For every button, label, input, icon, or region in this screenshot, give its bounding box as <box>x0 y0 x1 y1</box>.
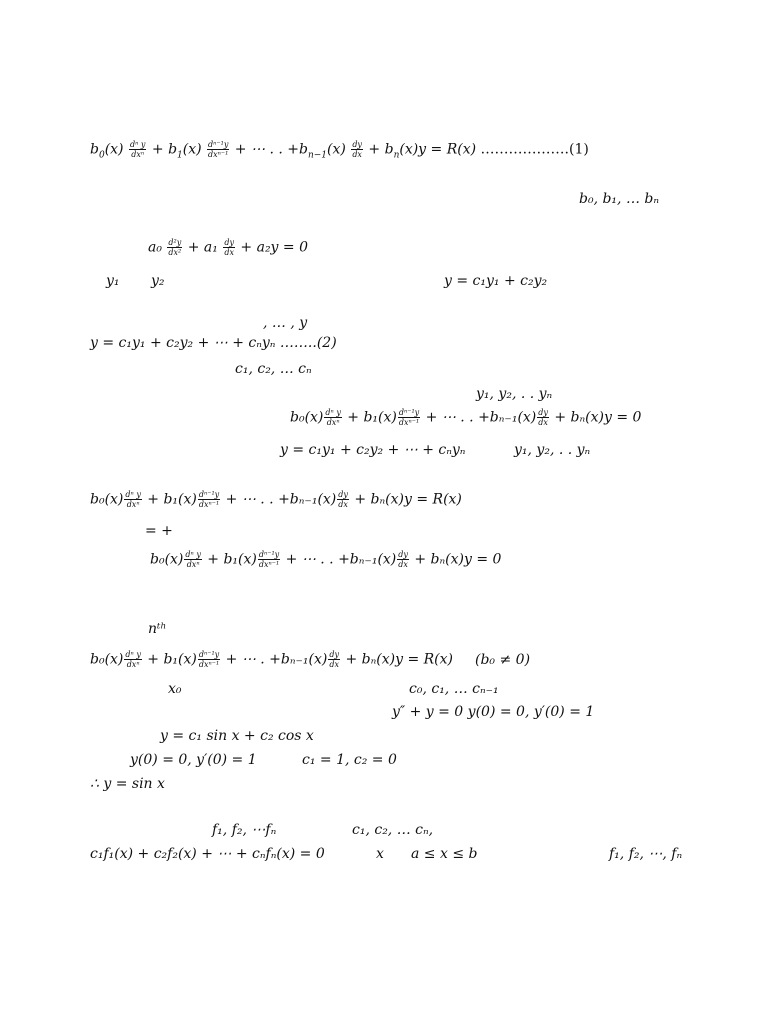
term: + b₁(x) <box>142 651 197 668</box>
numerator: dⁿ⁻¹y <box>208 140 229 149</box>
equation-tail: + bₙ(x)y = R(x) <box>349 491 462 508</box>
solution-list: y₁, y₂, . . yₙ <box>514 442 591 458</box>
arg: (x) <box>182 141 202 158</box>
term: b₀(x) <box>290 409 324 426</box>
equals-plus-line: = + <box>145 523 173 539</box>
operator: + ⋯ . . + <box>230 141 299 158</box>
equation-tail: + bₙ(x)y = R(x) <box>341 651 453 668</box>
numerator: dⁿ y <box>125 650 141 659</box>
denominator: dxⁿ⁻¹ <box>258 560 280 569</box>
fraction <box>167 238 182 257</box>
equation-2: y = c₁y₁ + c₂y₂ + ⋯ + cₙyₙ ……..(2) <box>90 335 337 351</box>
numerator: dy <box>398 550 408 559</box>
denominator: dxⁿ <box>126 660 140 669</box>
fraction <box>184 550 201 569</box>
denominator: dxⁿ <box>186 560 200 569</box>
equation-1 <box>90 140 589 159</box>
numerator: dy <box>338 490 348 499</box>
denominator: dx <box>538 418 548 427</box>
term: + b₁(x) <box>342 409 397 426</box>
arg: (x) <box>104 141 124 158</box>
numerator: dⁿ⁻¹y <box>258 550 280 559</box>
interval: a ≤ x ≤ b <box>411 846 478 862</box>
operator: + a₁ <box>183 239 218 256</box>
equation-tail: + a₂y = 0 <box>235 239 309 256</box>
denominator: dxⁿ <box>326 418 340 427</box>
fraction <box>324 408 341 427</box>
example-result: ∴ y = sin x <box>90 776 165 792</box>
fraction <box>223 238 235 257</box>
fraction <box>337 490 349 509</box>
numerator: dⁿ⁻¹y <box>198 650 220 659</box>
denominator: dxⁿ⁻¹ <box>398 418 420 427</box>
numerator: dy <box>224 238 234 247</box>
fraction <box>258 550 280 569</box>
fraction <box>397 550 409 569</box>
nth-order-label: nᵗʰ <box>148 621 167 637</box>
constant-list: c₁, c₂, … cₙ, <box>352 822 434 838</box>
example-initial-conditions: y(0) = 0, y′(0) = 1 <box>130 752 257 768</box>
homogeneous-equation <box>290 408 641 427</box>
example-equation: y″ + y = 0 y(0) = 0, y′(0) = 1 <box>392 704 595 720</box>
term: + ⋯ . . +bₙ₋₁(x) <box>221 491 337 508</box>
term: + ⋯ . . +bₙ₋₁(x) <box>281 551 397 568</box>
function-list: f₁, f₂, ⋯, fₙ <box>609 846 683 862</box>
denominator: dx <box>224 248 234 257</box>
example-constants: c₁ = 1, c₂ = 0 <box>302 752 397 768</box>
ellipsis-y: , … , y <box>263 315 308 331</box>
b0-symbol: b <box>90 141 99 158</box>
solution-list: y₁, y₂, . . yₙ <box>476 386 553 402</box>
term: b₀(x) <box>150 551 184 568</box>
y1-symbol: y₁ <box>106 273 120 289</box>
term: + b₁(x) <box>142 491 197 508</box>
operator: + <box>363 141 385 158</box>
fraction <box>351 140 363 159</box>
x0-symbol: x₀ <box>168 681 182 697</box>
constant-list: c₁, c₂, … cₙ <box>235 361 312 377</box>
bn-symbol: b <box>384 141 394 158</box>
denominator: dxⁿ⁻¹ <box>198 660 220 669</box>
fraction <box>124 490 141 509</box>
denominator: dx <box>329 660 339 669</box>
function-list: f₁, f₂, ⋯fₙ <box>212 822 277 838</box>
subscript: n <box>393 150 400 161</box>
term: b₀(x) <box>90 491 124 508</box>
term: + b₁(x) <box>202 551 257 568</box>
numerator: dⁿ⁻¹y <box>198 490 220 499</box>
second-order-equation <box>148 238 308 257</box>
fraction <box>198 490 220 509</box>
term: + ⋯ . +bₙ₋₁(x) <box>221 651 328 668</box>
condition: (b₀ ≠ 0) <box>475 651 531 668</box>
fraction <box>537 408 549 427</box>
numerator: d²y <box>168 238 182 247</box>
arg: (x) <box>327 141 346 158</box>
subscript: 0 <box>98 150 105 161</box>
linear-dependence-equation: c₁f₁(x) + c₂f₂(x) + ⋯ + cₙfₙ(x) = 0 <box>90 846 325 862</box>
equation-number: ……………….(1) <box>476 141 589 158</box>
a0-symbol: a₀ <box>148 239 162 256</box>
homogeneous-equation <box>150 550 501 569</box>
denominator: dxⁿ <box>131 150 145 159</box>
denominator: dx² <box>168 248 182 257</box>
fraction <box>328 650 340 669</box>
fraction <box>398 408 420 427</box>
equation-tail: (x)y = R(x) <box>399 141 477 158</box>
equation-tail: + bₙ(x)y = 0 <box>549 409 642 426</box>
numerator: dⁿ⁻¹y <box>398 408 420 417</box>
fraction <box>198 650 220 669</box>
denominator: dx <box>338 500 348 509</box>
fraction <box>129 140 146 159</box>
ivp-equation <box>90 650 530 669</box>
bn1-symbol: b <box>298 141 308 158</box>
y2-symbol: y₂ <box>151 273 165 289</box>
nonhomogeneous-equation <box>90 490 462 509</box>
numerator: dⁿ y <box>185 550 201 559</box>
subscript: 1 <box>177 150 183 161</box>
denominator: dxⁿ⁻¹ <box>198 500 220 509</box>
superposition-equation: y = c₁y₁ + c₂y₂ <box>444 273 548 289</box>
fraction <box>207 140 229 159</box>
general-solution: y = c₁y₁ + c₂y₂ + ⋯ + cₙyₙ <box>280 442 466 458</box>
coefficient-list: b₀, b₁, … bₙ <box>579 191 660 207</box>
example-solution: y = c₁ sin x + c₂ cos x <box>160 728 314 744</box>
term: b₀(x) <box>90 651 124 668</box>
equation-tail: + bₙ(x)y = 0 <box>409 551 502 568</box>
fraction <box>124 650 141 669</box>
numerator: dy <box>329 650 339 659</box>
term: + ⋯ . . +bₙ₋₁(x) <box>421 409 537 426</box>
numerator: dy <box>352 140 362 149</box>
denominator: dxⁿ⁻¹ <box>208 150 229 159</box>
numerator: dⁿ y <box>325 408 341 417</box>
numerator: dⁿ y <box>129 140 146 149</box>
numerator: dy <box>538 408 548 417</box>
initial-constant-list: c₀, c₁, … cₙ₋₁ <box>409 681 499 697</box>
b1-symbol: b <box>168 141 178 158</box>
denominator: dx <box>398 560 408 569</box>
subscript: n−1 <box>307 150 328 161</box>
numerator: dⁿ y <box>125 490 141 499</box>
x-variable: x <box>376 846 384 862</box>
denominator: dx <box>352 150 362 159</box>
denominator: dxⁿ <box>126 500 140 509</box>
operator: + <box>147 141 169 158</box>
